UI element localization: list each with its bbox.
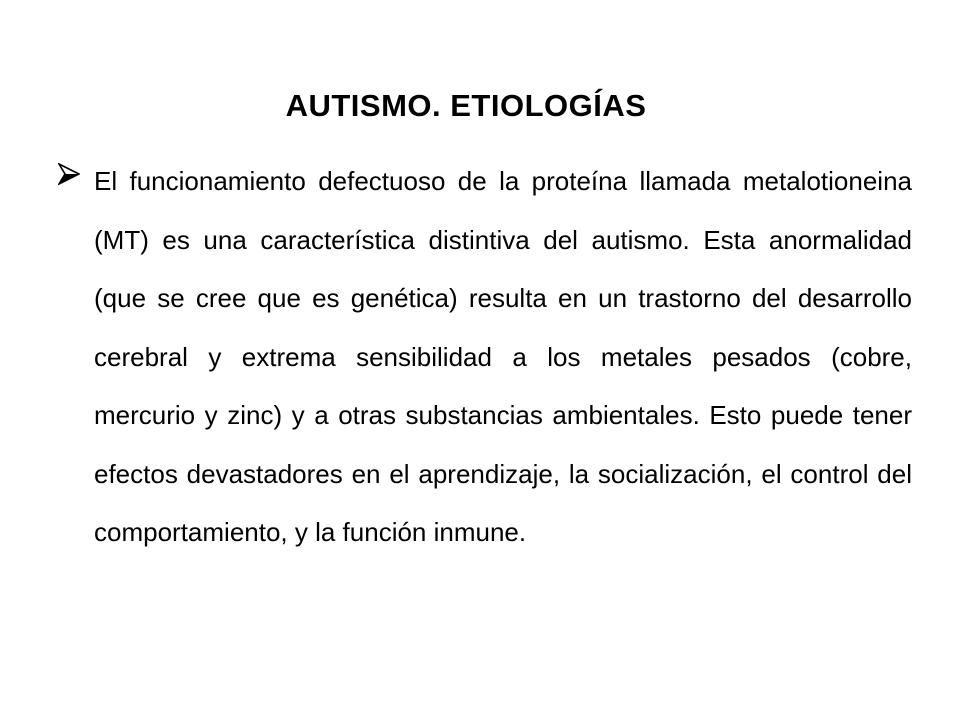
slide-title: AUTISMO. ETIOLOGÍAS <box>285 88 647 123</box>
bullet-text: El funcionamiento defectuoso de la proteína llamada metalotioneina (MT) es una característica distintiva del autismo. Esta anormalidad (que se cree que es genética) resulta en un trastorno del desarrollo cerebral y extrema sensibilidad a los metales pesados (cobre, mercurio y zinc) y a otras substancias ambientales. Esto puede tener efectos devastadores en el aprendizaje, la socialización, el control del comportamiento, y la función inmune. <box>94 166 912 547</box>
arrow-bullet-icon <box>58 163 80 185</box>
bullet-item <box>58 152 912 562</box>
